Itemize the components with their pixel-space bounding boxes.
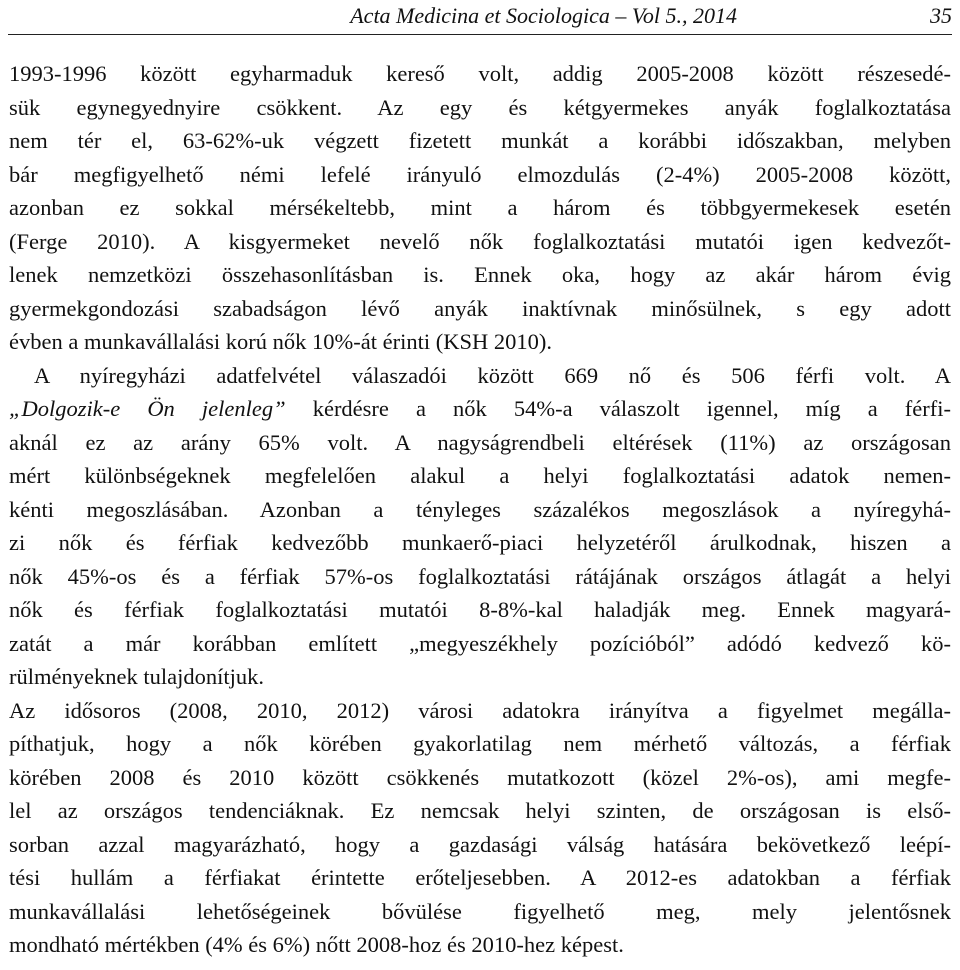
text-line: zatát a már korábban említett „megyeszékhely pozícióból” adódó kedvező kö-	[9, 630, 951, 656]
text-line: rülményeknek tulajdonítjuk.	[9, 664, 264, 689]
text-line: nők és férfiak foglalkoztatási mutatói 8-8%-kal haladják meg. Ennek magyará-	[9, 597, 951, 622]
text-line: sük egynegyednyire csökkent. Az egy és kétgyermekes anyák foglalkoztatása	[9, 94, 951, 120]
header-divider	[8, 34, 952, 35]
text-line: gyermekgondozási szabadságon lévő anyák inaktívnak minősülnek, s egy adott	[9, 295, 951, 321]
text-line: 1993-1996 között egyharmaduk kereső volt, addig 2005-2008 között részesedé-	[9, 61, 951, 86]
body-text	[9, 57, 951, 962]
page-number: 35	[930, 3, 952, 28]
text-line: aknál ez az arány 65% volt. A nagyságrendbeli eltérések (11%) az országosan	[9, 429, 951, 455]
text-line: kénti megoszlásában. Azonban a tényleges százalékos megoszlások a nyíregyhá-	[9, 496, 951, 522]
text-line: nők 45%-os és a férfiak 57%-os foglalkoztatási rátájának országos átlagát a helyi	[9, 563, 951, 589]
journal-title: Acta Medicina et Sociologica – Vol 5., 2014	[350, 3, 737, 28]
text-line: zi nők és férfiak kedvezőbb munkaerő-piaci helyzetéről árulkodnak, hiszen a	[9, 530, 951, 555]
text-line: lel az országos tendenciáknak. Ez nemcsak helyi szinten, de országosan is első-	[9, 798, 951, 823]
text-line: tési hullám a férfiakat érintette erőteljesebben. A 2012-es adatokban a férfiak	[9, 865, 951, 890]
text-line: Az idősoros (2008, 2010, 2012) városi adatokra irányítva a figyelmet megálla-	[9, 697, 951, 723]
text-line: évben a munkavállalási korú nők 10%-át érinti (KSH 2010).	[9, 329, 552, 354]
text-line: píthatjuk, hogy a nők körében gyakorlatilag nem mérhető változás, a férfiak	[9, 731, 951, 756]
text-line: (Ferge 2010). A kisgyermeket nevelő nők foglalkoztatási mutatói igen kedvezőt-	[9, 228, 951, 254]
running-header	[8, 2, 952, 30]
text-line: mondható mértékben (4% és 6%) nőtt 2008-hoz és 2010-hez képest.	[9, 932, 624, 957]
text-line: bár megfigyelhető némi lefelé irányuló elmozdulás (2-4%) 2005-2008 között,	[9, 161, 951, 187]
quoted-question: „Dolgozik-e Ön jelenleg”	[9, 396, 286, 421]
text-line: mért különbségeknek megfelelően alakul a helyi foglalkoztatási adatok nemen-	[9, 463, 951, 488]
text-line: munkavállalási lehetőségeinek bővülése figyelhető meg, mely jelentősnek	[9, 898, 951, 924]
line-remainder: kérdésre a nők 54%-a válaszolt igennel, míg a férfi-	[312, 396, 951, 421]
text-line: azonban ez sokkal mérsékeltebb, mint a három és többgyermekesek esetén	[9, 195, 951, 220]
text-line: körében 2008 és 2010 között csökkenés mutatkozott (közel 2%-os), ami megfe-	[9, 764, 951, 790]
text-line: A nyíregyházi adatfelvétel válaszadói között 669 nő és 506 férfi volt. A	[34, 362, 951, 388]
text-line: sorban azzal magyarázható, hogy a gazdasági válság hatására bekövetkező leépí-	[9, 831, 951, 857]
text-line: nem tér el, 63-62%-uk végzett fizetett munkát a korábbi időszakban, melyben	[9, 128, 951, 153]
text-line-with-question	[9, 392, 951, 426]
text-line: lenek nemzetközi összehasonlításban is. Ennek oka, hogy az akár három évig	[9, 262, 951, 287]
